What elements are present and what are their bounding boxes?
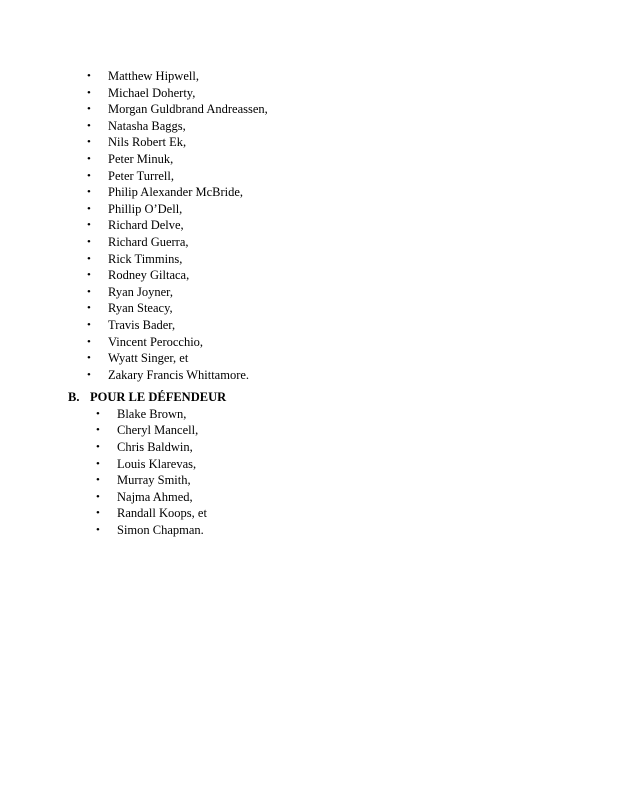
list-item — [0, 101, 623, 118]
bullet-icon: • — [87, 302, 91, 315]
list-item-text: Michael Doherty, — [108, 85, 196, 100]
bullet-icon: • — [87, 186, 91, 199]
section-title: POUR LE DÉFENDEUR — [90, 390, 227, 405]
list-item-text: Cheryl Mancell, — [117, 423, 199, 438]
list-item-text: Morgan Guldbrand Andreassen, — [108, 102, 268, 117]
list-item — [0, 68, 623, 85]
list-item — [0, 267, 623, 284]
list-item — [0, 367, 623, 384]
list-item-text: Peter Minuk, — [108, 151, 174, 166]
witness-list-continued — [0, 68, 623, 383]
list-item — [0, 334, 623, 351]
list-item-text: Phillip O’Dell, — [108, 201, 183, 216]
list-item-text: Natasha Baggs, — [108, 118, 186, 133]
bullet-icon: • — [87, 269, 91, 282]
bullet-icon: • — [87, 235, 91, 248]
list-item — [0, 118, 623, 135]
list-item — [0, 422, 623, 439]
bullet-icon: • — [96, 441, 100, 454]
list-item-text: Ryan Steacy, — [108, 301, 173, 316]
list-item-text: Louis Klarevas, — [117, 456, 197, 471]
bullet-icon: • — [87, 335, 91, 348]
list-item-text: Nils Robert Ek, — [108, 135, 187, 150]
list-item-text: Matthew Hipwell, — [108, 69, 199, 83]
bullet-icon: • — [87, 368, 91, 381]
bullet-icon: • — [87, 285, 91, 298]
list-item-text: Rick Timmins, — [108, 251, 183, 266]
list-item-text: Richard Delve, — [108, 218, 184, 233]
list-item-text: Randall Koops, et — [117, 506, 207, 521]
list-item — [0, 201, 623, 218]
list-item-text: Simon Chapman. — [117, 523, 204, 538]
section-label: B. — [68, 390, 80, 405]
list-item — [0, 217, 623, 234]
bullet-icon: • — [96, 507, 100, 520]
bullet-icon: • — [96, 407, 100, 420]
list-item — [0, 472, 623, 489]
bullet-icon: • — [87, 219, 91, 232]
list-item-text: Travis Bader, — [108, 317, 176, 332]
respondent-witness-list — [0, 406, 623, 539]
list-item — [0, 406, 623, 423]
bullet-icon: • — [87, 152, 91, 165]
list-item-text: Philip Alexander McBride, — [108, 185, 244, 200]
list-item-text: Peter Turrell, — [108, 168, 174, 183]
list-item — [0, 522, 623, 539]
bullet-icon: • — [87, 119, 91, 132]
bullet-icon: • — [96, 490, 100, 503]
list-item — [0, 505, 623, 522]
bullet-icon: • — [87, 86, 91, 99]
list-item — [0, 439, 623, 456]
list-item-text: Wyatt Singer, et — [108, 351, 189, 366]
list-item — [0, 284, 623, 301]
list-item-text: Vincent Perocchio, — [108, 334, 204, 349]
list-item — [0, 151, 623, 168]
section-heading-defendeur — [0, 389, 623, 406]
list-item — [0, 350, 623, 367]
bullet-icon: • — [96, 457, 100, 470]
list-item-text: Chris Baldwin, — [117, 440, 193, 455]
list-item-text: Najma Ahmed, — [117, 489, 193, 504]
list-item-text: Murray Smith, — [117, 473, 191, 488]
bullet-icon: • — [87, 318, 91, 331]
list-item-text: Richard Guerra, — [108, 234, 189, 249]
bullet-icon: • — [87, 103, 91, 116]
list-item — [0, 168, 623, 185]
list-item-text: Rodney Giltaca, — [108, 268, 190, 283]
list-item — [0, 85, 623, 102]
bullet-icon: • — [96, 524, 100, 537]
bullet-icon: • — [87, 252, 91, 265]
list-item — [0, 489, 623, 506]
list-item — [0, 317, 623, 334]
list-item-text: Zakary Francis Whittamore. — [108, 367, 250, 382]
bullet-icon: • — [87, 202, 91, 215]
list-item-text: Blake Brown, — [117, 406, 187, 421]
list-item — [0, 251, 623, 268]
list-item — [0, 184, 623, 201]
bullet-icon: • — [96, 474, 100, 487]
list-item — [0, 134, 623, 151]
bullet-icon: • — [87, 169, 91, 182]
list-item — [0, 234, 623, 251]
bullet-icon: • — [96, 424, 100, 437]
list-item-text: Ryan Joyner, — [108, 284, 173, 299]
bullet-icon: • — [87, 70, 91, 82]
list-item — [0, 456, 623, 473]
bullet-icon: • — [87, 352, 91, 365]
bullet-icon: • — [87, 136, 91, 149]
list-item — [0, 300, 623, 317]
